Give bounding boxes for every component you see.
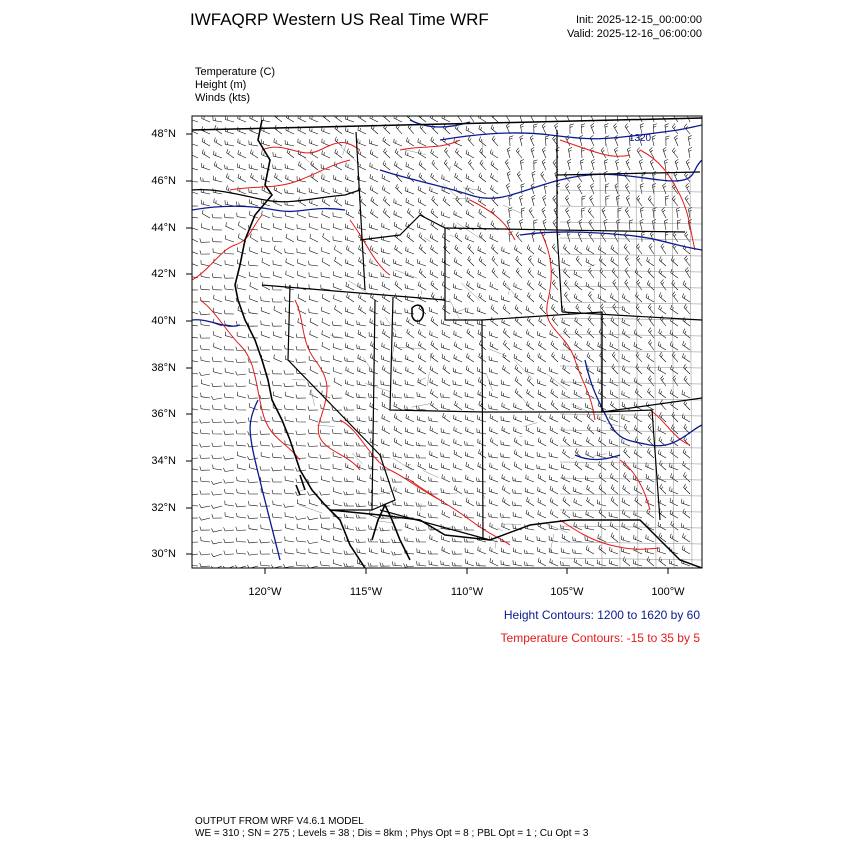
lon-label-100: 100°W: [651, 586, 685, 598]
lat-label-34: 34°N: [151, 455, 176, 467]
variable-height: Height (m): [195, 79, 247, 91]
lon-label-120: 120°W: [248, 586, 282, 598]
lat-label-48: 48°N: [151, 128, 176, 140]
init-time: Init: 2025-12-15_00:00:00: [576, 14, 702, 26]
height-contour-label: 1320: [628, 133, 652, 144]
temperature-contour-legend: Temperature Contours: -15 to 35 by 5: [500, 631, 700, 645]
lat-label-30: 30°N: [151, 548, 176, 560]
variable-winds: Winds (kts): [195, 92, 250, 104]
map-background: [192, 116, 702, 568]
lon-label-105: 105°W: [550, 586, 584, 598]
model-config: WE = 310 ; SN = 275 ; Levels = 38 ; Dis = 8km ; Phys Opt = 8 ; PBL Opt = 1 ; Cu Opt = 3: [195, 828, 589, 839]
lat-label-32: 32°N: [151, 502, 176, 514]
plot-title: IWFAQRP Western US Real Time WRF: [190, 10, 489, 29]
lat-label-40: 40°N: [151, 315, 176, 327]
lat-label-36: 36°N: [151, 408, 176, 420]
variable-temperature: Temperature (C): [195, 66, 276, 78]
lat-label-44: 44°N: [151, 222, 176, 234]
lon-label-110: 110°W: [450, 586, 484, 598]
lat-label-42: 42°N: [151, 268, 176, 280]
height-contour-legend: Height Contours: 1200 to 1620 by 60: [503, 608, 700, 622]
lon-label-115: 115°W: [349, 586, 383, 598]
lat-label-46: 46°N: [151, 175, 176, 187]
valid-time: Valid: 2025-12-16_06:00:00: [567, 28, 702, 40]
model-info: OUTPUT FROM WRF V4.6.1 MODEL: [195, 816, 364, 827]
lat-label-38: 38°N: [151, 362, 176, 374]
